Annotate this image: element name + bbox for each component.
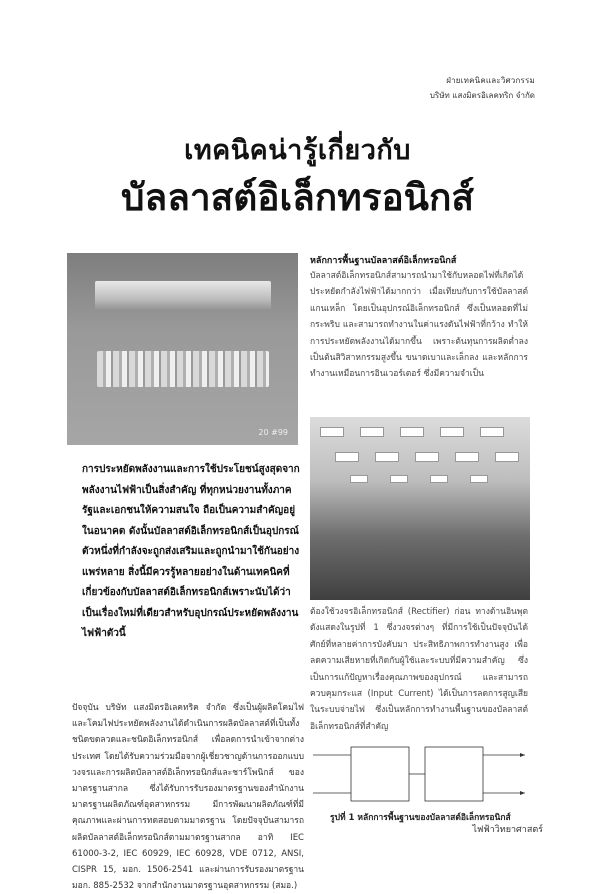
block-diagram <box>313 743 527 805</box>
lead-paragraph <box>82 460 302 645</box>
ceiling-light <box>495 452 519 462</box>
ballast-photo <box>67 253 298 445</box>
ceiling-light <box>455 452 479 462</box>
diagram-block-rectifier <box>351 747 409 801</box>
ceiling-light <box>470 475 488 483</box>
arrow-icon <box>520 791 525 795</box>
ceiling-light <box>390 475 408 483</box>
ceiling-light <box>320 427 344 437</box>
footer-publication: ไฟฟ้าวิทยาศาสตร์ <box>472 825 543 835</box>
header-department: ฝ่ายเทคนิคและวิศวกรรม <box>446 76 535 85</box>
body-left-paragraph: ปัจจุบัน บริษัท แสงมิตรอิเลคทริค จำกัด ซึ่งเป็นผู้ผลิตโคมไฟ และโคมไฟประหยัดพลังงานได้ดำเนินการผลิตบัลลาสต์ที่เป็นทั้งชนิดขดลวดและชนิดอิเล็กทรอนิกส์ เพื่อลดการนำเข้าจากต่างประเทศ โดยได้รับความร่วมมือจากผู้เชี่ยวชาญด้านการออกแบบวงจรและการผลิตบัลลาสต์อิเล็กทรอนิกส์และชาร์โพนิกส์ ของมาตรฐานสากล ซึ่งได้รับการรับรองมาตรฐานของสำนักงานมาตรฐานผลิตภัณฑ์อุตสาหกรรม มีการพัฒนาผลิตภัณฑ์ที่มีคุณภาพและผ่านการทดสอบตามมาตรฐาน โดยปัจจุบันสามารถผลิตบัลลาสต์อิเล็กทรอนิกส์ตามมาตรฐานสากล อาทิ IEC 61000-3-2, IEC 60929, IEC 60928, VDE 0712, ANSI, CISPR 15, มอก. 1506-2541 และผ่านการรับรองมาตรฐาน มอก. 885-2532 จากสำนักงานมาตรฐานอุตสาหกรรม (สมอ.) <box>72 703 304 892</box>
ceiling-light <box>360 427 384 437</box>
ballast-unit-closed <box>95 281 271 311</box>
ceiling-light <box>335 452 359 462</box>
section-heading: หลักการพื้นฐานบัลลาสต์อิเล็กทรอนิกส์ <box>310 256 457 266</box>
store-interior-photo <box>310 417 530 600</box>
diagram-block-inverter <box>425 747 483 801</box>
body-right-top-paragraph: บัลลาสต์อิเล็กทรอนิกส์สามารถนำมาใช้กับหลอดไฟที่เกิดได้ประหยัดกำลังไฟฟ้าได้มากกว่า เมื่อเทียบกับการใช้บัลลาสต์แกนเหล็ก โดยเป็นอุปกรณ์อิเล็กทรอนิกส์ ซึ่งเป็นหลอดที่ไม่กระพริบ และสามารถทำงานในค่าแรงดันไฟฟ้าที่กว้าง ทำให้การประหยัดพลังงานได้มากขึ้น เพราะต้นทุนการผลิตต่ำลง เป็นต้นสิวิสาหกรรมสูงขึ้น ขนาดเบาและเล็กลง และหลักการทำงานเหมือนการอินเวอร์เตอร์ ซึ่งมีความจำเป็น <box>310 271 528 380</box>
title-line-2: บัลลาสต์อิเล็กทรอนิกส์ <box>121 176 474 219</box>
ceiling-light <box>440 427 464 437</box>
header-company: บริษัท แสงมิตรอิเลคทริก จำกัด <box>429 91 535 100</box>
ceiling-light <box>430 475 448 483</box>
lead-text: การประหยัดพลังงานและการใช้ประโยชน์สูงสุดจากพลังงานไฟฟ้าเป็นสิ่งสำคัญ ที่ทุกหน่วยงานทั้งภาครัฐและเอกชนให้ความสนใจ ถือเป็นความสำคัญอยู่ในอนาคต ดังนั้นบัลลาสต์อิเล็กทรอนิกส์เป็นอุปกรณ์ตัวหนึ่งที่กำลังจะถูกส่งเสริมและถูกนำมาใช้กันอย่างแพร่หลาย สิ่งนี้มีควรรู้หลายอย่างในด้านเทคนิคที่เกี่ยวข้องกับบัลลาสต์อิเล็กทรอนิกส์เพราะนับได้ว่าเป็นเรื่องใหม่ที่เดียวสำหรับอุปกรณ์ประหยัดพลังงานไฟฟ้าตัวนี้ <box>82 464 300 639</box>
ceiling-light <box>375 452 399 462</box>
ceiling-light <box>400 427 424 437</box>
body-right-mid-paragraph: ต้องใช้วงจรอิเล็กทรอนิกส์ (Rectifier) ก่อน ทางด้านอินพุต ดังแสดงในรูปที่ 1 ซึ่งวงจรต่างๆ ที่มีการใช้เป็นปัจจุบันได้ศักย์ที่หลายค่าการบังคับมา ประสิทธิภาพการทำงานสูง เพื่อลดความเสียหายที่เกิดกับผู้ใช้และระบบที่มีความสำคัญ ซึ่งเป็นการแก้ปัญหาเรื่องคุณภาพของอุปกรณ์ และสามารถควบคุมกระแส (Input Current) ได้เป็นการลดการสูญเสียในระบบจ่ายไฟ ซึ่งเป็นหลักการทำงานพื้นฐานของบัลลาสต์อิเล็กทรอนิกส์ที่สำคัญ <box>310 607 528 732</box>
ballast-unit-open <box>97 351 269 387</box>
ceiling-light <box>415 452 439 462</box>
ceiling-light <box>350 475 368 483</box>
arrow-icon <box>520 753 525 757</box>
photo-number: 20 #99 <box>258 428 288 437</box>
title-line-1: เทคนิคน่ารู้เกี่ยวกับ <box>184 135 411 166</box>
diagram-caption: รูปที่ 1 หลักการพื้นฐานของบัลลาสต์อิเล็กทรอนิกส์ <box>330 813 511 823</box>
ceiling-light <box>480 427 504 437</box>
